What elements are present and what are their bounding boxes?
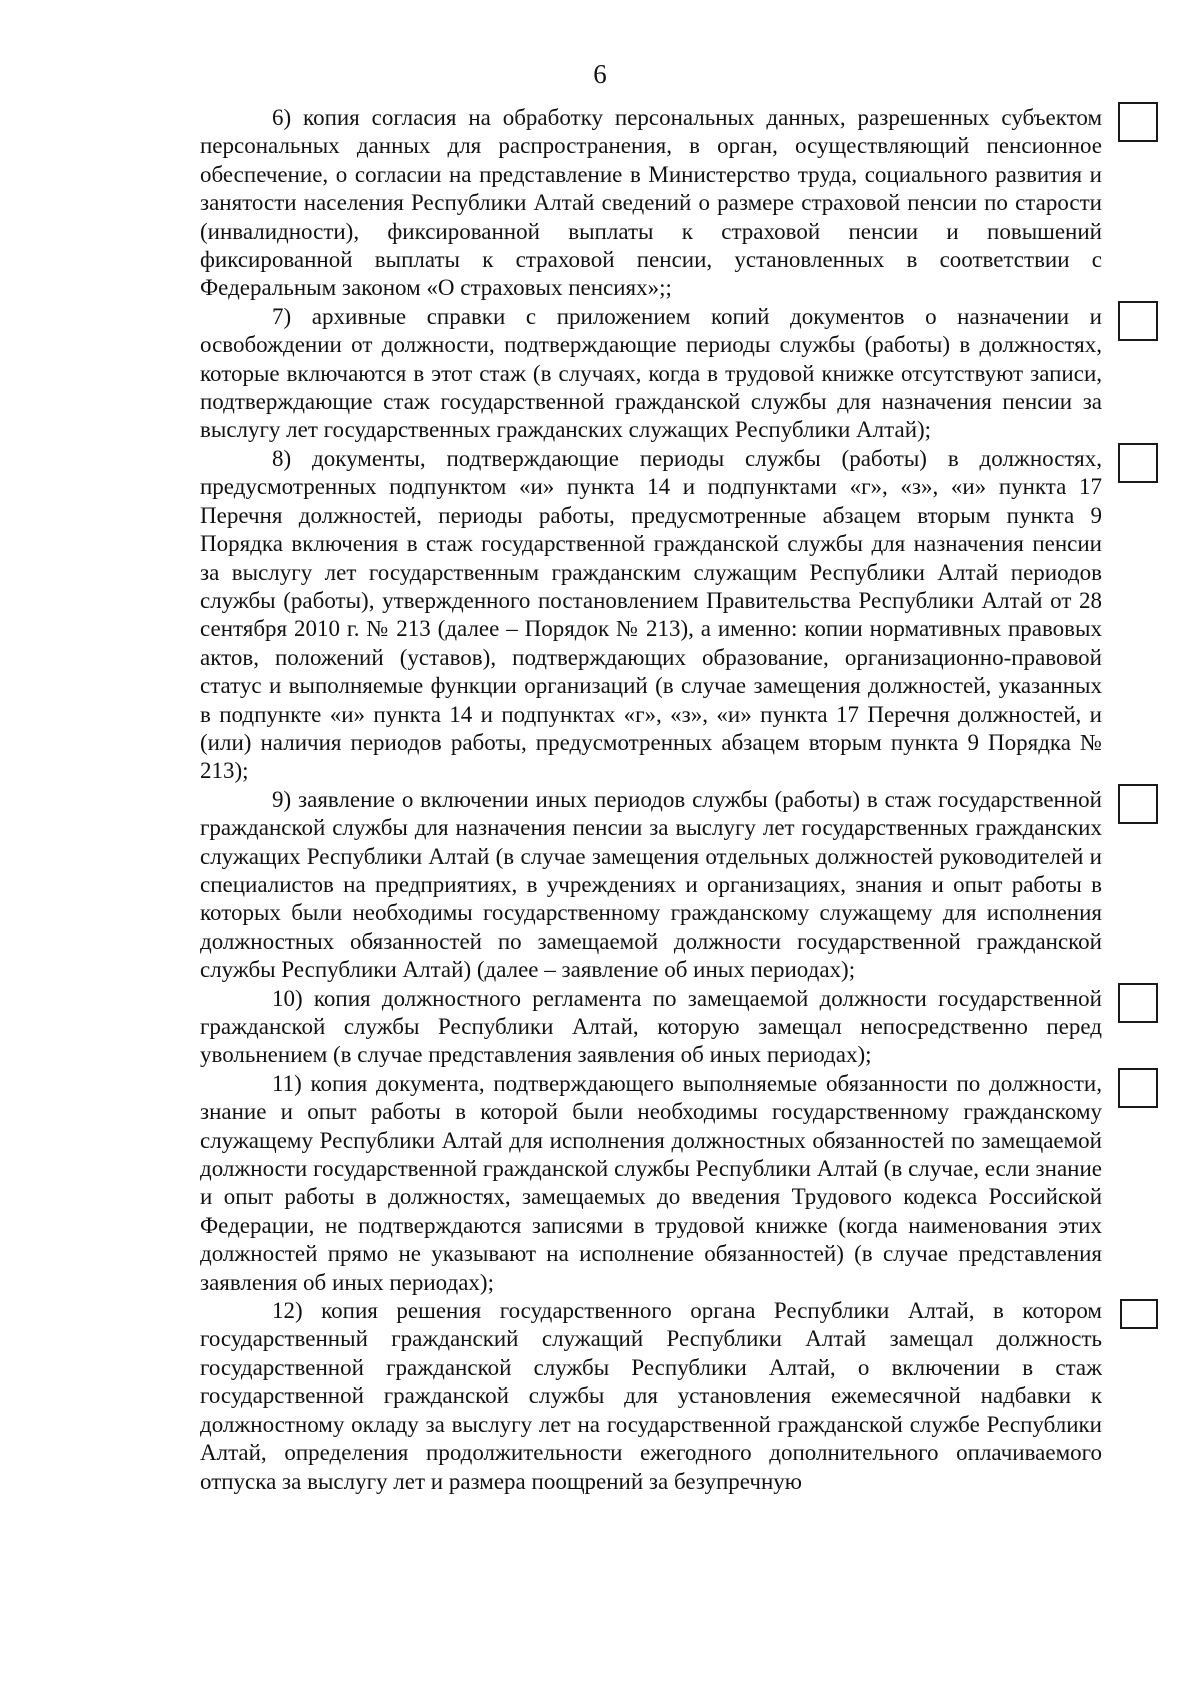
list-item-12 [200, 1297, 1102, 1496]
list-item-6 [200, 104, 1102, 303]
list-item-text: 9) заявление о включении иных периодов службы (работы) в стаж государственной гражданской службы для назначения пенсии за выслугу лет государственных гражданских служащих Республики Алтай (в случае замещения отдельных должностей руководителей и специалистов на предприятиях, в учреждениях и организациях, знания и опыт работы в которых были необходимы государственному гражданскому служащему для исполнения должностных обязанностей по замещаемой должности государственной гражданской службы Республики Алтай) (далее – заявление об иных периодах); [200, 786, 1102, 983]
item-7-checkbox[interactable] [1118, 301, 1158, 341]
list-item-text: 11) копия документа, подтверждающего выполняемые обязанности по должности, знание и опыт работы в которой были необходимы государственному гражданскому служащему Республики Алтай для исполнения должностных обязанностей по замещаемой должности государственной гражданской службы Республики Алтай (в случае, если знание и опыт работы в должностях, замещаемых до введения Трудового кодекса Российской Федерации, не подтверждаются записями в трудовой книжке (когда наименования этих должностей прямо не указывают на исполнение обязанностей) (в случае представления заявления об иных периодах); [200, 1070, 1102, 1295]
list-item-8 [200, 445, 1102, 786]
list-item-text: 6) копия согласия на обработку персональных данных, разрешенных субъектом персональных данных для распространения, в орган, осуществляющий пенсионное обеспечение, о согласии на представление в Министерство труда, социального развития и занятости населения Республики Алтай сведений о размере страховой пенсии по старости (инвалидности), фиксированной выплаты к страховой пенсии и повышений фиксированной выплаты к страховой пенсии, установленных в соответствии с Федеральным законом «О страховых пенсиях»;; [200, 105, 1102, 301]
list-item-text: 7) архивные справки с приложением копий документов о назначении и освобождении от должности, подтверждающие периоды службы (работы) в должностях, которые включаются в этот стаж (в случаях, когда в трудовой книжке отсутствуют записи, подтверждающие стаж государственной гражданской службы для назначения пенсии за выслугу лет государственных гражданских служащих Республики Алтай); [200, 303, 1102, 443]
item-11-checkbox[interactable] [1118, 1068, 1158, 1108]
list-item-11 [200, 1070, 1102, 1297]
item-8-checkbox[interactable] [1118, 443, 1158, 483]
page-number: 6 [593, 59, 607, 89]
list-item-text: 12) копия решения государственного органа Республики Алтай, в котором государственный гражданский служащий Республики Алтай замещал должность государственной гражданской службы Республики Алтай, о включении в стаж государственной гражданской службы для установления ежемесячной надбавки к должностному окладу за выслугу лет на государственной гражданской службе Республики Алтай, определения продолжительности ежегодного дополнительного оплачиваемого отпуска за выслугу лет и размера поощрений за безупречную [200, 1298, 1102, 1494]
item-10-checkbox[interactable] [1118, 983, 1158, 1023]
list-item-10 [200, 985, 1102, 1070]
item-6-checkbox[interactable] [1118, 102, 1158, 142]
list-item-text: 8) документы, подтверждающие периоды службы (работы) в должностях, предусмотренных подпунктом «и» пункта 14 и подпунктами «г», «з», «и» пункта 17 Перечня должностей, периоды работы, предусмотренные абзацем вторым пункта 9 Порядка включения в стаж государственной гражданской службы для назначения пенсии за выслугу лет государственным гражданским служащим Республики Алтай периодов службы (работы), утвержденного постановлением Правительства Республики Алтай от 28 сентября 2010 г. № 213 (далее – Порядок № 213), а именно: копии нормативных правовых актов, положений (уставов), подтверждающих образование, организационно-правовой статус и выполняемые функции организаций (в случае замещения должностей, указанных в подпункте «и» пункта 14 и подпунктах «г», «з», «и» пункта 17 Перечня должностей, и (или) наличия периодов работы, предусмотренных абзацем вторым пункта 9 Порядка № 213); [200, 445, 1102, 784]
list-item-7 [200, 303, 1102, 445]
list-item-9 [200, 786, 1102, 985]
item-12-checkbox[interactable] [1120, 1299, 1158, 1329]
list-item-text: 10) копия должностного регламента по замещаемой должности государственной гражданской службы Республики Алтай, которую замещал непосредственно перед увольнением (в случае представления заявления об иных периодах); [200, 985, 1102, 1068]
item-9-checkbox[interactable] [1118, 784, 1158, 824]
document-body [200, 104, 1102, 1496]
